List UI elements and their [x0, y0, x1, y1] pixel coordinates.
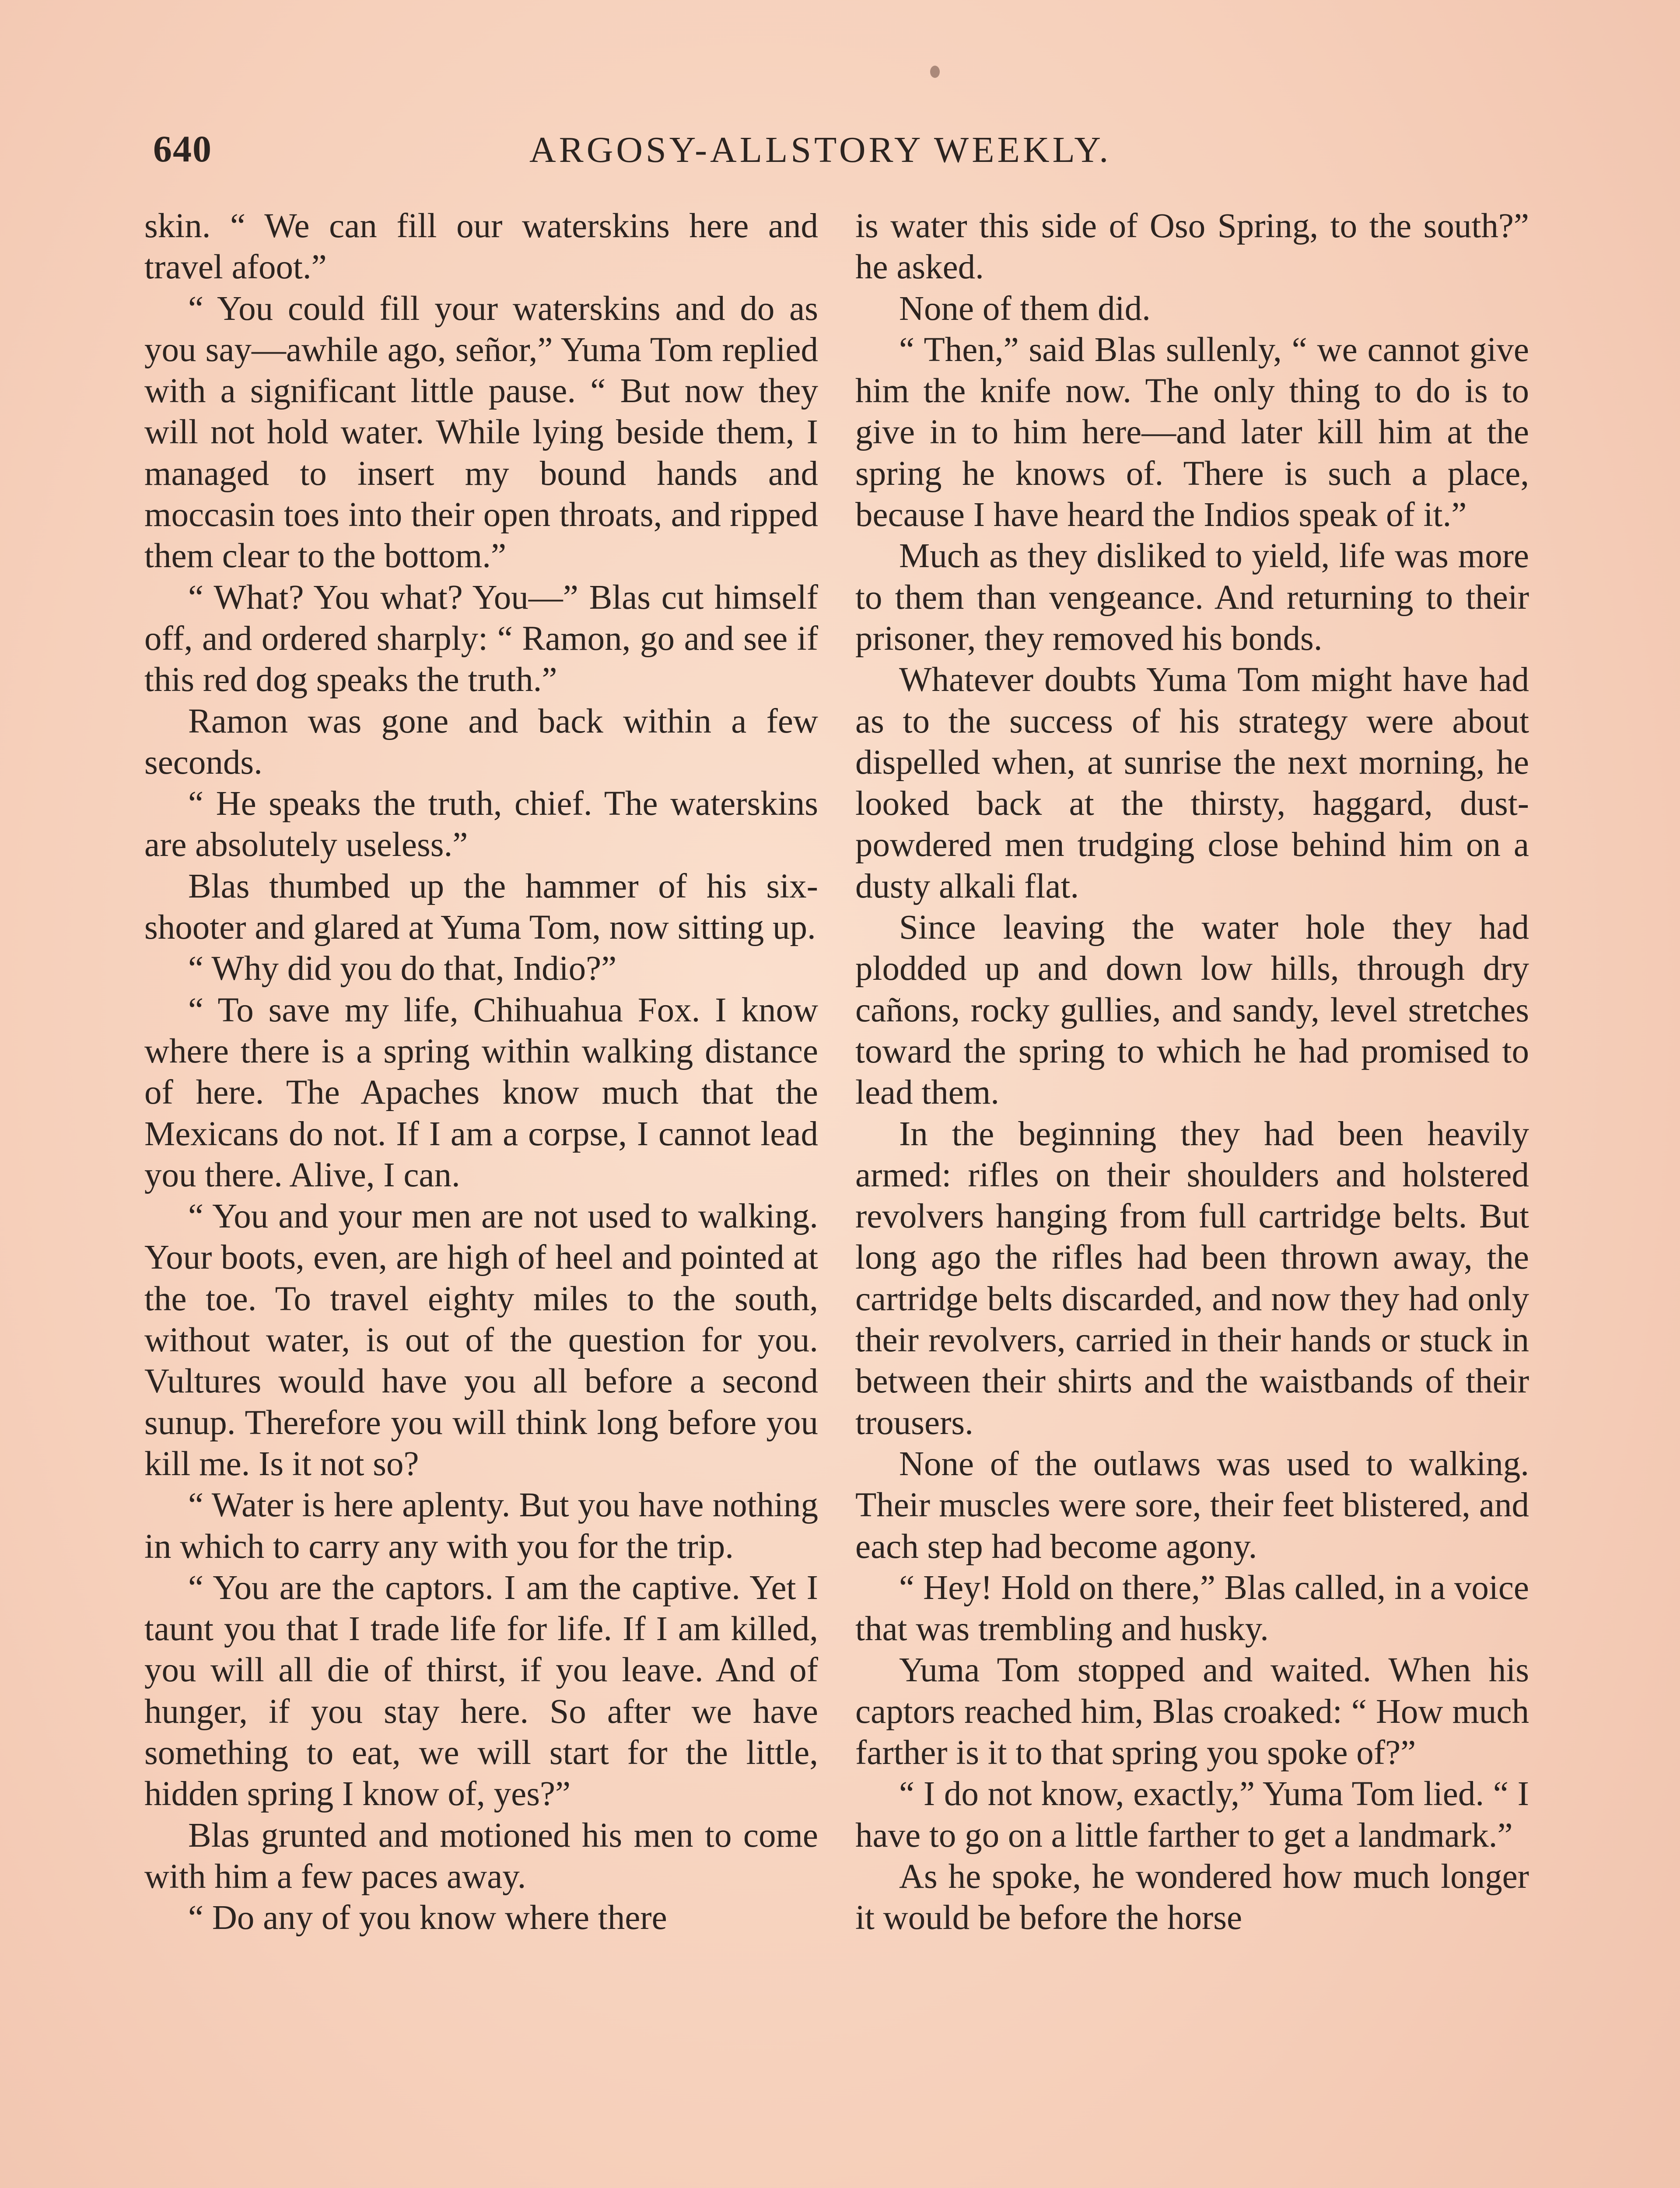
paragraph: “ What? You what? You—” Blas cut himself off, and ordered sharply: “ Ramon, go and see if this red dog speaks the truth.” [144, 578, 818, 699]
paragraph: is water this side of Oso Spring, to the south?” he asked. [855, 207, 1529, 287]
paragraph: Yuma Tom stopped and waited. When his captors reached him, Blas croaked: “ How much farther is it to that spring you spoke of?” [855, 1651, 1529, 1772]
paragraph: skin. “ We can fill our waterskins here and travel afoot.” [144, 207, 818, 287]
page-header [149, 127, 1540, 188]
paragraph: None of them did. [899, 289, 1151, 328]
paragraph: “ You and your men are not used to walking. Your boots, even, are high of heel and pointed at the toe. To travel eighty miles to the south, without water, is out of the question for you. Vultures would have you all before a second sunup. Therefore you will think long before you kill me. Is it not so? [144, 1197, 818, 1483]
paragraph: “ Do any of you know where there [188, 1899, 667, 1937]
paragraph: Whatever doubts Yuma Tom might have had as to the success of his strategy were about dispelled when, at sunrise the next morning, he looked back at the thirsty, haggard, dust-powdered men trudging close behind him on a dusty alkali flat. [855, 661, 1529, 905]
paragraph: Since leaving the water hole they had plodded up and down low hills, through dry cañons, rocky gullies, and sandy, level stretches toward the spring to which he had promised to lead them. [855, 908, 1529, 1112]
paragraph: “ He speaks the truth, chief. The waterskins are absolutely useless.” [144, 785, 818, 864]
paragraph: In the beginning they had been heavily armed: rifles on their shoulders and holstered revolvers hanging from full cartridge belts. But long ago the rifles had been thrown away, the cartridge belts discarded, and now they had only their revolvers, carried in their hands or stuck in between their shirts and the waistbands of their trousers. [855, 1115, 1529, 1442]
paragraph: “ You are the captors. I am the captive. Yet I taunt you that I trade life for life. If I am killed, you will all die of thirst, if you leave. And of hunger, if you stay here. So after we have something to eat, we will start for the little, hidden spring I know of, yes?” [144, 1568, 818, 1813]
paragraph: “ Water is here aplenty. But you have nothing in which to carry any with you for the trip. [144, 1486, 818, 1566]
paragraph: Much as they disliked to yield, life was more to them than vengeance. And returning to their prisoner, they removed his bonds. [855, 537, 1529, 658]
running-head: ARGOSY-ALLSTORY WEEKLY. [529, 130, 1112, 170]
paragraph: “ Then,” said Blas sullenly, “ we cannot give him the knife now. The only thing to do is to give in to him here—and later kill him at the spring he knows of. There is such a place, because I have heard the Indios speak of it.” [855, 330, 1529, 534]
paragraph: Ramon was gone and back within a few seconds. [144, 702, 818, 782]
right-column [855, 206, 1529, 1939]
paragraph: “ I do not know, exactly,” Yuma Tom lied. “ I have to go on a little farther to get a landmark.” [855, 1775, 1529, 1855]
paragraph: As he spoke, he wondered how much longer it would be before the horse [855, 1857, 1529, 1937]
paragraph: Blas thumbed up the hammer of his six-shooter and glared at Yuma Tom, now sitting up. [144, 867, 818, 947]
paragraph: Blas grunted and motioned his men to come with him a few paces away. [144, 1816, 818, 1896]
ink-spot [930, 66, 940, 78]
paragraph: None of the outlaws was used to walking. Their muscles were sore, their feet blistered, and each step had become agony. [855, 1445, 1529, 1566]
paragraph: “ Hey! Hold on there,” Blas called, in a voice that was trembling and husky. [855, 1568, 1529, 1648]
paragraph: “ To save my life, Chihuahua Fox. I know where there is a spring within walking distance of here. The Apaches know much that the Mexicans do not. If I am a corpse, I cannot lead you there. Alive, I can. [144, 991, 818, 1194]
page-number: 640 [153, 128, 212, 170]
paragraph: “ You could fill your waterskins and do as you say—awhile ago, señor,” Yuma Tom replied with a significant little pause. “ But now they will not hold water. While lying beside them, I managed to insert my bound hands and moccasin toes into their open throats, and ripped them clear to the bottom.” [144, 289, 818, 575]
paragraph: “ Why did you do that, Indio?” [188, 950, 617, 988]
left-column [144, 206, 818, 1939]
